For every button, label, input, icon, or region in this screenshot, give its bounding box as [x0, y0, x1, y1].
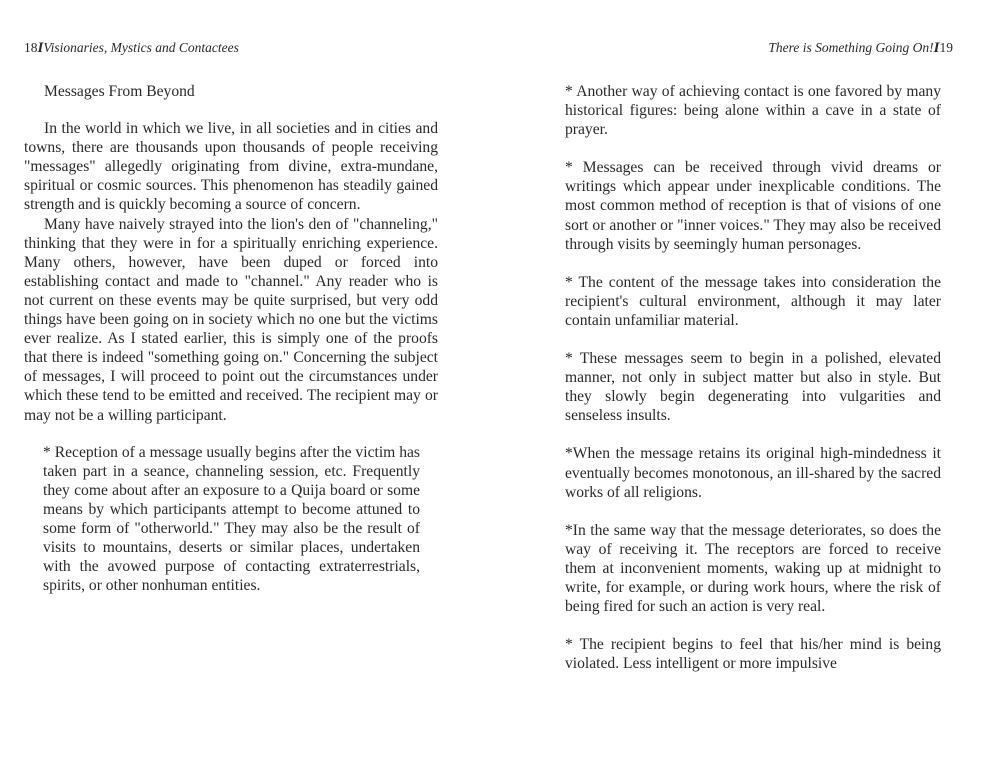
left-running-head-title: Visionaries, Mystics and Contactees	[43, 40, 239, 55]
header-separator: I	[37, 40, 44, 56]
right-page	[494, 0, 989, 772]
bullet-paragraph: * The recipient begins to feel that his/her mind is being violated. Less intelligent or more impulsive	[565, 636, 941, 673]
right-running-header	[768, 40, 953, 57]
body-paragraph-1: In the world in which we live, in all societies and in cities and towns, there are thousands upon thousands of people receiving "messages" allegedly originating from divine, extra-mundane, spiritual or cosmic sources. This phenomenon has steadily gained strength and is quickly becoming a source of concern.	[24, 120, 438, 214]
header-separator: I	[933, 40, 940, 56]
bullet-paragraph: * The content of the message takes into consideration the recipient's cultural environment, although it may later contain unfamiliar material.	[565, 273, 941, 329]
bullet-paragraph: *In the same way that the message deteriorates, so does the way of receiving it. The receptors are forced to receive them at inconvenient moments, waking up at midnight to write, for example, or during work hours, where the risk of being fired for such an action is very real.	[565, 521, 941, 616]
bullet-paragraph: * These messages seem to begin in a polished, elevated manner, not only in subject matter but also in style. But they slowly begin degenerating into vulgarities and senseless insults.	[565, 350, 941, 425]
right-page-number: 19	[939, 40, 953, 55]
section-title: Messages From Beyond	[44, 83, 195, 100]
left-page	[0, 0, 494, 772]
left-running-header	[24, 40, 239, 57]
bullet-paragraph: *When the message retains its original high-mindedness it eventually becomes monotonous, an ill-shared by the sacred works of all religions.	[565, 445, 941, 501]
right-running-head-title: There is Something Going On!	[768, 40, 934, 55]
left-page-number: 18	[24, 40, 38, 55]
body-paragraph-2: Many have naively strayed into the lion's den of "channeling," thinking that they were in for a spiritually enriching experience. Many others, however, have been duped or forced into establishing contact and made to "channel." Any reader who is not current on these events may be quite surprised, but very odd things have been going on in society which no one but the victims ever realize. As I stated earlier, this is simply one of the proofs that there is indeed "something going on." Concerning the subject of messages, I will proceed to point out the circumstances under which these tend to be emitted and received. The recipient may or may not be a willing participant.	[24, 215, 438, 424]
right-text-column	[565, 82, 941, 673]
bullet-paragraph: * Reception of a message usually begins after the victim has taken part in a seance, channeling session, etc. Frequently they come about after an exposure to a Quija board or some means by which participants attempt to become attuned to some form of "otherworld." They may also be the result of visits to mountains, deserts or similar places, undertaken with the avowed purpose of contacting extraterrestrials, spirits, or other nonhuman entities.	[43, 443, 420, 595]
left-text-column	[24, 82, 438, 595]
bullet-paragraph: * Another way of achieving contact is one favored by many historical figures: being alone within a cave in a state of prayer.	[565, 83, 941, 139]
bullet-paragraph: * Messages can be received through vivid dreams or writings which appear under inexplicable conditions. The most common method of reception is that of visions of one sort or another or "inner voices." They may also be received through visits by seemingly human personages.	[565, 159, 941, 253]
